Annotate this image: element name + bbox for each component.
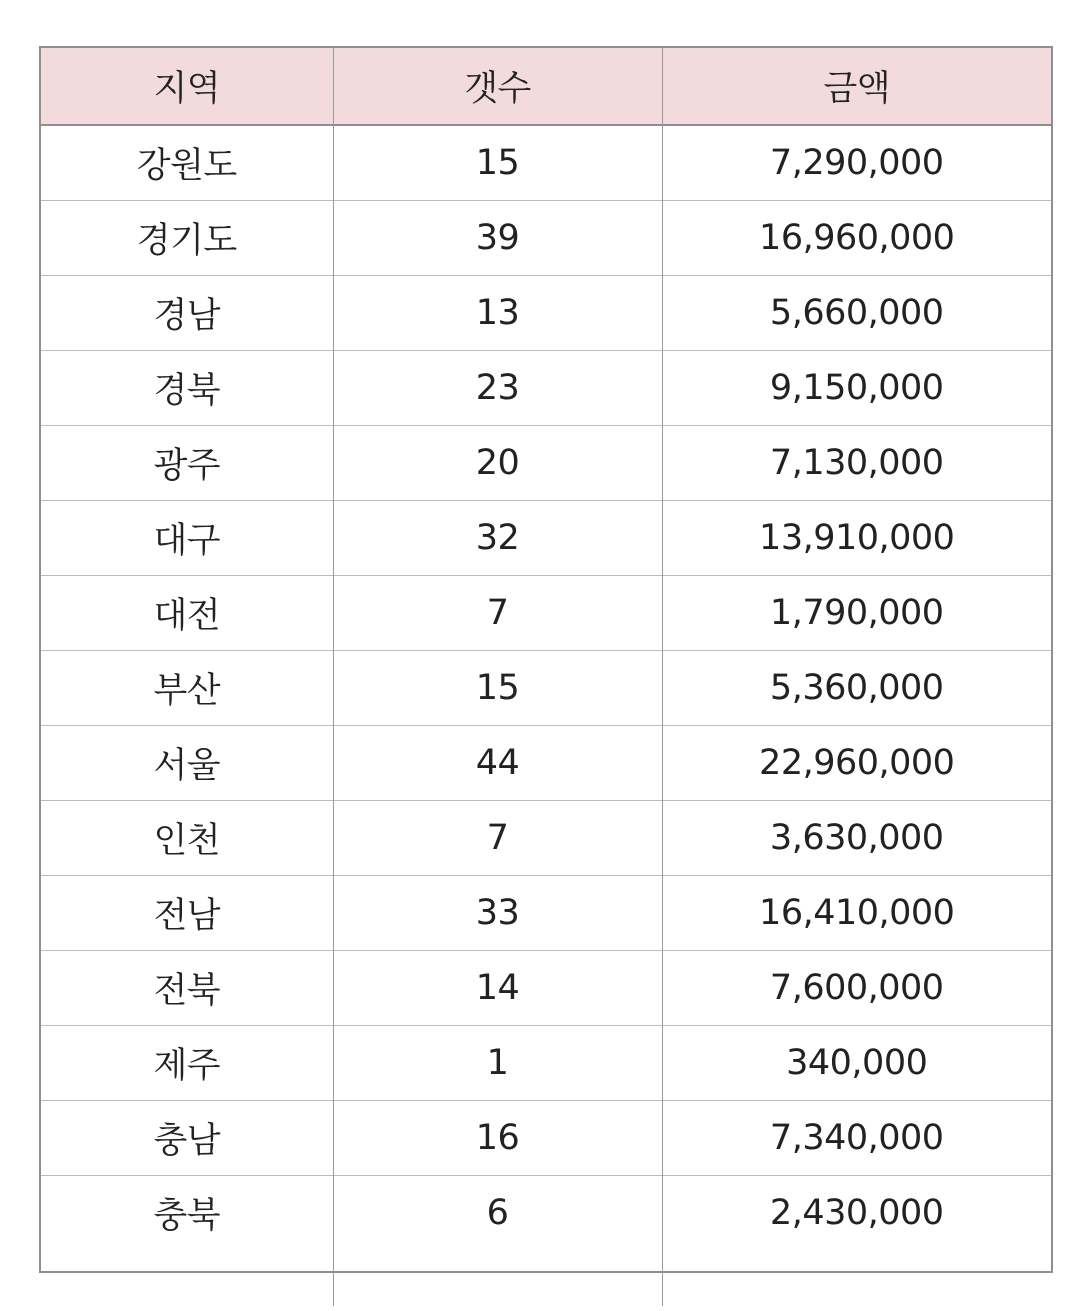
cell-count: 6 (333, 1176, 662, 1251)
cell-count: 23 (333, 351, 662, 426)
cell-region: 전남 (41, 876, 333, 951)
cell-count: 15 (333, 651, 662, 726)
cell-amount: 16,960,000 (662, 201, 1051, 276)
cell-region: 광주 (41, 426, 333, 501)
cell-region: 경북 (41, 351, 333, 426)
cell-count: 7 (333, 576, 662, 651)
table-row (41, 1101, 1051, 1176)
cell-amount: 5,660,000 (662, 276, 1051, 351)
header-count: 갯수 (333, 48, 662, 125)
cell-amount: 16,410,000 (662, 876, 1051, 951)
cell-count: 15 (333, 125, 662, 201)
table-row (41, 1026, 1051, 1101)
cell-amount: 7,130,000 (662, 426, 1051, 501)
cell-count: 32 (333, 501, 662, 576)
table-row (41, 1176, 1051, 1251)
cell-amount: 1,790,000 (662, 576, 1051, 651)
cell-count: 13 (333, 276, 662, 351)
table-row (41, 276, 1051, 351)
cell-amount: 7,340,000 (662, 1101, 1051, 1176)
cell-region: 충북 (41, 1176, 333, 1251)
table-row (41, 426, 1051, 501)
cell-amount: 3,630,000 (662, 801, 1051, 876)
table-row (41, 876, 1051, 951)
cell-count: 33 (333, 876, 662, 951)
cell-amount: 2,430,000 (662, 1176, 1051, 1251)
cell-region: 서울 (41, 726, 333, 801)
table-row (41, 576, 1051, 651)
data-table (41, 48, 1051, 1306)
cell-count: 44 (333, 726, 662, 801)
cell-region: 대전 (41, 576, 333, 651)
table-row (41, 125, 1051, 201)
table-row (41, 201, 1051, 276)
cell-region: 제주 (41, 1026, 333, 1101)
cell-amount: 7,600,000 (662, 951, 1051, 1026)
cell-amount: 13,910,000 (662, 501, 1051, 576)
cell-count: 14 (333, 951, 662, 1026)
region-amount-table (39, 46, 1053, 1273)
table-row (41, 951, 1051, 1026)
table-row (41, 726, 1051, 801)
cell-amount: 340,000 (662, 1026, 1051, 1101)
cell-region: 경기도 (41, 201, 333, 276)
cell-count: 16 (333, 1101, 662, 1176)
cell-count: 20 (333, 426, 662, 501)
table-header (41, 48, 1051, 125)
cell-amount: 9,150,000 (662, 351, 1051, 426)
table-spacer-row (41, 1250, 1051, 1306)
header-region: 지역 (41, 48, 333, 125)
table-row (41, 351, 1051, 426)
table-row (41, 801, 1051, 876)
header-row (41, 48, 1051, 125)
table-row (41, 651, 1051, 726)
table-row (41, 501, 1051, 576)
cell-region: 대구 (41, 501, 333, 576)
cell-region: 인천 (41, 801, 333, 876)
cell-amount: 5,360,000 (662, 651, 1051, 726)
cell-amount: 7,290,000 (662, 125, 1051, 201)
cell-region: 충남 (41, 1101, 333, 1176)
table-body (41, 125, 1051, 1306)
cell-region: 강원도 (136, 146, 237, 186)
cell-amount: 22,960,000 (662, 726, 1051, 801)
cell-region: 경남 (41, 276, 333, 351)
spacer-cell (662, 1250, 1051, 1306)
cell-count: 7 (333, 801, 662, 876)
cell-count: 39 (333, 201, 662, 276)
cell-count: 1 (333, 1026, 662, 1101)
spacer-cell (333, 1250, 662, 1306)
cell-region: 전북 (41, 951, 333, 1026)
spacer-cell (41, 1250, 333, 1306)
header-amount: 금액 (662, 48, 1051, 125)
cell-region: 부산 (41, 651, 333, 726)
